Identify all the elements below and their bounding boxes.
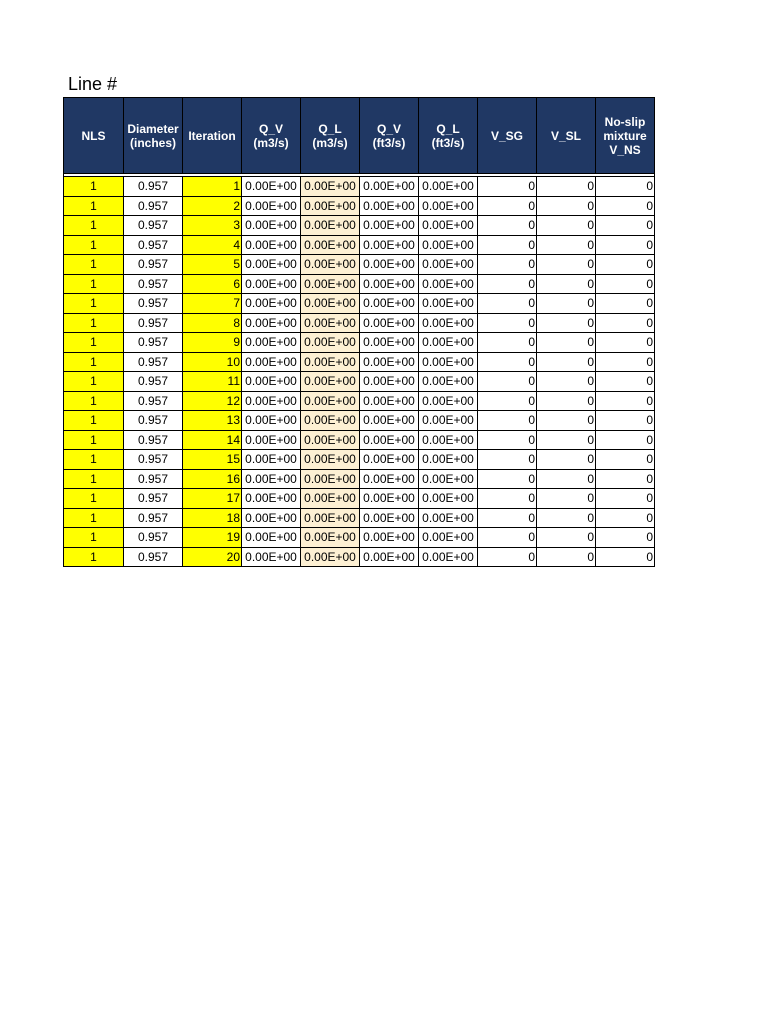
header-label: V_SG	[490, 128, 523, 143]
cell-iteration[interactable]: 14	[183, 430, 242, 450]
cell-q-v-m3s[interactable]: 0.00E+00	[242, 411, 301, 431]
cell-nls[interactable]: 1	[64, 489, 124, 509]
cell-diameter[interactable]: 0.957	[124, 313, 183, 333]
cell-nls[interactable]: 1	[64, 528, 124, 548]
cell-iteration[interactable]: 8	[183, 313, 242, 333]
cell-v-sg[interactable]: 0	[478, 216, 537, 236]
cell-v-sg[interactable]: 0	[478, 235, 537, 255]
cell-nls[interactable]: 1	[64, 255, 124, 275]
cell-diameter[interactable]: 0.957	[124, 372, 183, 392]
cell-v-ns[interactable]: 0	[596, 216, 655, 236]
table-row	[64, 352, 655, 372]
cell-iteration[interactable]: 13	[183, 411, 242, 431]
cell-q-l-m3s[interactable]: 0.00E+00	[301, 255, 360, 275]
cell-q-v-m3s[interactable]: 0.00E+00	[242, 372, 301, 392]
cell-nls[interactable]: 1	[64, 508, 124, 528]
cell-diameter[interactable]: 0.957	[124, 528, 183, 548]
cell-q-v-m3s[interactable]: 0.00E+00	[242, 508, 301, 528]
cell-nls[interactable]: 1	[64, 333, 124, 353]
cell-q-v-ft3s[interactable]: 0.00E+00	[360, 547, 419, 567]
cell-nls[interactable]: 1	[64, 216, 124, 236]
cell-q-v-m3s[interactable]: 0.00E+00	[242, 450, 301, 470]
cell-q-v-ft3s[interactable]: 0.00E+00	[360, 352, 419, 372]
cell-q-v-m3s[interactable]: 0.00E+00	[242, 196, 301, 216]
cell-q-v-m3s[interactable]: 0.00E+00	[242, 391, 301, 411]
cell-v-sl[interactable]: 0	[537, 313, 596, 333]
cell-v-sl[interactable]: 0	[537, 177, 596, 197]
cell-q-l-ft3s[interactable]: 0.00E+00	[419, 235, 478, 255]
cell-v-ns[interactable]: 0	[596, 255, 655, 275]
cell-iteration[interactable]: 15	[183, 450, 242, 470]
table-row	[64, 469, 655, 489]
cell-iteration[interactable]: 3	[183, 216, 242, 236]
table-row	[64, 391, 655, 411]
header-q-l-ft3s[interactable]	[419, 98, 478, 174]
cell-iteration[interactable]: 11	[183, 372, 242, 392]
table-row	[64, 216, 655, 236]
cell-q-l-ft3s[interactable]: 0.00E+00	[419, 489, 478, 509]
cell-nls[interactable]: 1	[64, 391, 124, 411]
cell-q-v-ft3s[interactable]: 0.00E+00	[360, 255, 419, 275]
cell-nls[interactable]: 1	[64, 372, 124, 392]
cell-nls[interactable]: 1	[64, 294, 124, 314]
cell-q-l-ft3s[interactable]: 0.00E+00	[419, 196, 478, 216]
cell-nls[interactable]: 1	[64, 469, 124, 489]
cell-iteration[interactable]: 2	[183, 196, 242, 216]
cell-v-sg[interactable]: 0	[478, 196, 537, 216]
cell-q-v-ft3s[interactable]: 0.00E+00	[360, 216, 419, 236]
cell-iteration[interactable]: 1	[183, 177, 242, 197]
table-row	[64, 528, 655, 548]
cell-v-sg[interactable]: 0	[478, 177, 537, 197]
cell-nls[interactable]: 1	[64, 235, 124, 255]
cell-iteration[interactable]: 4	[183, 235, 242, 255]
cell-v-sg[interactable]: 0	[478, 372, 537, 392]
cell-v-sg[interactable]: 0	[478, 469, 537, 489]
cell-v-ns[interactable]: 0	[596, 294, 655, 314]
header-iteration[interactable]	[183, 98, 242, 174]
cell-q-v-ft3s[interactable]: 0.00E+00	[360, 508, 419, 528]
cell-q-v-m3s[interactable]: 0.00E+00	[242, 313, 301, 333]
cell-nls[interactable]: 1	[64, 196, 124, 216]
cell-q-v-ft3s[interactable]: 0.00E+00	[360, 177, 419, 197]
cell-v-ns[interactable]: 0	[596, 391, 655, 411]
cell-q-l-ft3s[interactable]: 0.00E+00	[419, 469, 478, 489]
data-table	[63, 97, 655, 567]
cell-diameter[interactable]: 0.957	[124, 450, 183, 470]
cell-q-v-ft3s[interactable]: 0.00E+00	[360, 430, 419, 450]
cell-q-l-m3s[interactable]: 0.00E+00	[301, 235, 360, 255]
cell-q-v-ft3s[interactable]: 0.00E+00	[360, 450, 419, 470]
header-sublabel: V_NS	[609, 142, 641, 157]
cell-q-l-m3s[interactable]: 0.00E+00	[301, 372, 360, 392]
header-label: V_SL	[550, 128, 581, 143]
cell-q-v-m3s[interactable]: 0.00E+00	[242, 255, 301, 275]
cell-v-sl[interactable]: 0	[537, 450, 596, 470]
cell-q-v-m3s[interactable]: 0.00E+00	[242, 547, 301, 567]
cell-v-sl[interactable]: 0	[537, 196, 596, 216]
header-row	[64, 98, 655, 174]
cell-iteration[interactable]: 17	[183, 489, 242, 509]
cell-v-sg[interactable]: 0	[478, 430, 537, 450]
cell-v-ns[interactable]: 0	[596, 196, 655, 216]
cell-nls[interactable]: 1	[64, 274, 124, 294]
cell-q-l-m3s[interactable]: 0.00E+00	[301, 430, 360, 450]
cell-q-v-m3s[interactable]: 0.00E+00	[242, 294, 301, 314]
cell-v-sl[interactable]: 0	[537, 333, 596, 353]
cell-q-l-ft3s[interactable]: 0.00E+00	[419, 294, 478, 314]
cell-q-v-m3s[interactable]: 0.00E+00	[242, 274, 301, 294]
table-row	[64, 177, 655, 197]
header-sublabel: mixture	[603, 128, 647, 143]
cell-diameter[interactable]: 0.957	[124, 196, 183, 216]
cell-iteration[interactable]: 7	[183, 294, 242, 314]
cell-v-ns[interactable]: 0	[596, 352, 655, 372]
cell-q-l-ft3s[interactable]: 0.00E+00	[419, 216, 478, 236]
cell-nls[interactable]: 1	[64, 430, 124, 450]
cell-v-ns[interactable]: 0	[596, 528, 655, 548]
cell-diameter[interactable]: 0.957	[124, 352, 183, 372]
cell-nls[interactable]: 1	[64, 352, 124, 372]
cell-iteration[interactable]: 6	[183, 274, 242, 294]
cell-diameter[interactable]: 0.957	[124, 469, 183, 489]
cell-q-v-ft3s[interactable]: 0.00E+00	[360, 313, 419, 333]
cell-q-l-ft3s[interactable]: 0.00E+00	[419, 528, 478, 548]
cell-q-l-m3s[interactable]: 0.00E+00	[301, 508, 360, 528]
cell-q-v-ft3s[interactable]: 0.00E+00	[360, 411, 419, 431]
cell-nls[interactable]: 1	[64, 411, 124, 431]
table-row	[64, 411, 655, 431]
cell-nls[interactable]: 1	[64, 547, 124, 567]
cell-q-v-m3s[interactable]: 0.00E+00	[242, 235, 301, 255]
cell-v-sl[interactable]: 0	[537, 235, 596, 255]
cell-diameter[interactable]: 0.957	[124, 489, 183, 509]
cell-iteration[interactable]: 16	[183, 469, 242, 489]
header-label: Diameter	[127, 121, 179, 136]
header-label: Q_L	[436, 121, 460, 136]
table-row	[64, 294, 655, 314]
cell-nls[interactable]: 1	[64, 177, 124, 197]
cell-v-sl[interactable]: 0	[537, 469, 596, 489]
cell-q-l-m3s[interactable]: 0.00E+00	[301, 352, 360, 372]
cell-q-l-m3s[interactable]: 0.00E+00	[301, 489, 360, 509]
cell-v-ns[interactable]: 0	[596, 547, 655, 567]
header-label: No-slip	[604, 114, 646, 129]
header-label: Iteration	[188, 128, 236, 143]
cell-q-l-ft3s[interactable]: 0.00E+00	[419, 255, 478, 275]
cell-q-l-m3s[interactable]: 0.00E+00	[301, 547, 360, 567]
cell-diameter[interactable]: 0.957	[124, 391, 183, 411]
table-row	[64, 547, 655, 567]
cell-diameter[interactable]: 0.957	[124, 508, 183, 528]
cell-v-sg[interactable]: 0	[478, 450, 537, 470]
header-sublabel: (inches)	[129, 135, 176, 150]
cell-diameter[interactable]: 0.957	[124, 255, 183, 275]
cell-q-v-m3s[interactable]: 0.00E+00	[242, 430, 301, 450]
cell-diameter[interactable]: 0.957	[124, 274, 183, 294]
cell-v-sg[interactable]: 0	[478, 489, 537, 509]
cell-q-v-ft3s[interactable]: 0.00E+00	[360, 333, 419, 353]
cell-v-sl[interactable]: 0	[537, 489, 596, 509]
header-q-v-m3s[interactable]	[242, 98, 301, 174]
table-row	[64, 235, 655, 255]
table-row	[64, 313, 655, 333]
table-row	[64, 255, 655, 275]
cell-v-sl[interactable]: 0	[537, 430, 596, 450]
cell-diameter[interactable]: 0.957	[124, 235, 183, 255]
cell-q-l-m3s[interactable]: 0.00E+00	[301, 177, 360, 197]
cell-v-sg[interactable]: 0	[478, 294, 537, 314]
cell-q-l-ft3s[interactable]: 0.00E+00	[419, 450, 478, 470]
table-row	[64, 508, 655, 528]
header-v-sg[interactable]	[478, 98, 537, 174]
cell-q-l-ft3s[interactable]: 0.00E+00	[419, 313, 478, 333]
cell-q-l-m3s[interactable]: 0.00E+00	[301, 294, 360, 314]
cell-q-v-m3s[interactable]: 0.00E+00	[242, 528, 301, 548]
cell-v-ns[interactable]: 0	[596, 508, 655, 528]
cell-v-sg[interactable]: 0	[478, 508, 537, 528]
cell-v-ns[interactable]: 0	[596, 333, 655, 353]
header-diameter[interactable]	[124, 98, 183, 174]
cell-v-ns[interactable]: 0	[596, 489, 655, 509]
cell-iteration[interactable]: 20	[183, 547, 242, 567]
cell-q-v-m3s[interactable]: 0.00E+00	[242, 177, 301, 197]
header-sublabel: (ft3/s)	[431, 135, 465, 150]
cell-q-v-m3s[interactable]: 0.00E+00	[242, 489, 301, 509]
cell-q-l-ft3s[interactable]: 0.00E+00	[419, 333, 478, 353]
cell-v-sl[interactable]: 0	[537, 411, 596, 431]
header-q-v-ft3s[interactable]	[360, 98, 419, 174]
header-label: Q_V	[376, 121, 401, 136]
cell-q-v-ft3s[interactable]: 0.00E+00	[360, 274, 419, 294]
table-row	[64, 196, 655, 216]
cell-v-sg[interactable]: 0	[478, 313, 537, 333]
cell-v-sg[interactable]: 0	[478, 255, 537, 275]
cell-q-l-ft3s[interactable]: 0.00E+00	[419, 177, 478, 197]
table-row	[64, 274, 655, 294]
cell-q-l-m3s[interactable]: 0.00E+00	[301, 274, 360, 294]
cell-q-v-m3s[interactable]: 0.00E+00	[242, 352, 301, 372]
cell-diameter[interactable]: 0.957	[124, 411, 183, 431]
header-v-ns[interactable]	[596, 98, 655, 174]
cell-v-ns[interactable]: 0	[596, 177, 655, 197]
cell-diameter[interactable]: 0.957	[124, 333, 183, 353]
cell-v-sg[interactable]: 0	[478, 547, 537, 567]
cell-q-v-m3s[interactable]: 0.00E+00	[242, 469, 301, 489]
cell-v-ns[interactable]: 0	[596, 450, 655, 470]
cell-diameter[interactable]: 0.957	[124, 177, 183, 197]
cell-q-v-ft3s[interactable]: 0.00E+00	[360, 469, 419, 489]
cell-nls[interactable]: 1	[64, 313, 124, 333]
cell-q-v-ft3s[interactable]: 0.00E+00	[360, 235, 419, 255]
cell-v-ns[interactable]: 0	[596, 372, 655, 392]
table-row	[64, 450, 655, 470]
cell-q-v-ft3s[interactable]: 0.00E+00	[360, 294, 419, 314]
cell-iteration[interactable]: 12	[183, 391, 242, 411]
cell-iteration[interactable]: 10	[183, 352, 242, 372]
cell-v-sl[interactable]: 0	[537, 274, 596, 294]
cell-q-l-ft3s[interactable]: 0.00E+00	[419, 411, 478, 431]
cell-v-sl[interactable]: 0	[537, 528, 596, 548]
cell-v-sl[interactable]: 0	[537, 255, 596, 275]
cell-q-l-m3s[interactable]: 0.00E+00	[301, 313, 360, 333]
header-sublabel: (m3/s)	[253, 135, 289, 150]
cell-q-l-ft3s[interactable]: 0.00E+00	[419, 352, 478, 372]
table-row	[64, 372, 655, 392]
cell-v-sl[interactable]: 0	[537, 372, 596, 392]
cell-v-ns[interactable]: 0	[596, 313, 655, 333]
cell-v-sg[interactable]: 0	[478, 274, 537, 294]
cell-q-l-ft3s[interactable]: 0.00E+00	[419, 372, 478, 392]
cell-q-l-m3s[interactable]: 0.00E+00	[301, 528, 360, 548]
cell-q-l-m3s[interactable]: 0.00E+00	[301, 216, 360, 236]
header-sublabel: (m3/s)	[312, 135, 348, 150]
cell-q-l-ft3s[interactable]: 0.00E+00	[419, 547, 478, 567]
cell-v-ns[interactable]: 0	[596, 430, 655, 450]
cell-iteration[interactable]: 9	[183, 333, 242, 353]
cell-q-v-m3s[interactable]: 0.00E+00	[242, 333, 301, 353]
table-row	[64, 333, 655, 353]
cell-q-v-ft3s[interactable]: 0.00E+00	[360, 391, 419, 411]
cell-iteration[interactable]: 18	[183, 508, 242, 528]
header-label: Q_V	[258, 121, 283, 136]
cell-q-l-m3s[interactable]: 0.00E+00	[301, 333, 360, 353]
cell-q-l-ft3s[interactable]: 0.00E+00	[419, 430, 478, 450]
cell-q-v-ft3s[interactable]: 0.00E+00	[360, 196, 419, 216]
table-body	[64, 177, 655, 567]
cell-v-sl[interactable]: 0	[537, 508, 596, 528]
cell-v-sl[interactable]: 0	[537, 352, 596, 372]
table-row	[64, 430, 655, 450]
cell-v-sl[interactable]: 0	[537, 391, 596, 411]
cell-q-l-m3s[interactable]: 0.00E+00	[301, 411, 360, 431]
page-title: Line #	[68, 74, 118, 94]
cell-diameter[interactable]: 0.957	[124, 430, 183, 450]
cell-diameter[interactable]: 0.957	[124, 216, 183, 236]
cell-q-v-ft3s[interactable]: 0.00E+00	[360, 372, 419, 392]
cell-iteration[interactable]: 5	[183, 255, 242, 275]
cell-v-sg[interactable]: 0	[478, 391, 537, 411]
cell-q-l-ft3s[interactable]: 0.00E+00	[419, 508, 478, 528]
cell-diameter[interactable]: 0.957	[124, 547, 183, 567]
cell-iteration[interactable]: 19	[183, 528, 242, 548]
cell-diameter[interactable]: 0.957	[124, 294, 183, 314]
header-label: NLS	[81, 128, 106, 143]
cell-q-v-m3s[interactable]: 0.00E+00	[242, 216, 301, 236]
cell-v-ns[interactable]: 0	[596, 274, 655, 294]
header-q-l-m3s[interactable]	[301, 98, 360, 174]
cell-v-ns[interactable]: 0	[596, 411, 655, 431]
cell-q-l-m3s[interactable]: 0.00E+00	[301, 450, 360, 470]
cell-q-l-ft3s[interactable]: 0.00E+00	[419, 274, 478, 294]
cell-v-ns[interactable]: 0	[596, 235, 655, 255]
table-row	[64, 489, 655, 509]
cell-v-ns[interactable]: 0	[596, 469, 655, 489]
cell-q-l-m3s[interactable]: 0.00E+00	[301, 196, 360, 216]
cell-v-sl[interactable]: 0	[537, 294, 596, 314]
cell-q-l-m3s[interactable]: 0.00E+00	[301, 391, 360, 411]
cell-v-sg[interactable]: 0	[478, 528, 537, 548]
cell-q-v-ft3s[interactable]: 0.00E+00	[360, 489, 419, 509]
header-sublabel: (ft3/s)	[372, 135, 406, 150]
cell-q-l-m3s[interactable]: 0.00E+00	[301, 469, 360, 489]
cell-v-sg[interactable]: 0	[478, 352, 537, 372]
header-nls[interactable]	[64, 98, 124, 174]
cell-v-sg[interactable]: 0	[478, 333, 537, 353]
cell-v-sl[interactable]: 0	[537, 216, 596, 236]
header-v-sl[interactable]	[537, 98, 596, 174]
cell-nls[interactable]: 1	[64, 450, 124, 470]
cell-q-l-ft3s[interactable]: 0.00E+00	[419, 391, 478, 411]
cell-v-sg[interactable]: 0	[478, 411, 537, 431]
cell-v-sl[interactable]: 0	[537, 547, 596, 567]
header-label: Q_L	[318, 121, 342, 136]
cell-q-v-ft3s[interactable]: 0.00E+00	[360, 528, 419, 548]
